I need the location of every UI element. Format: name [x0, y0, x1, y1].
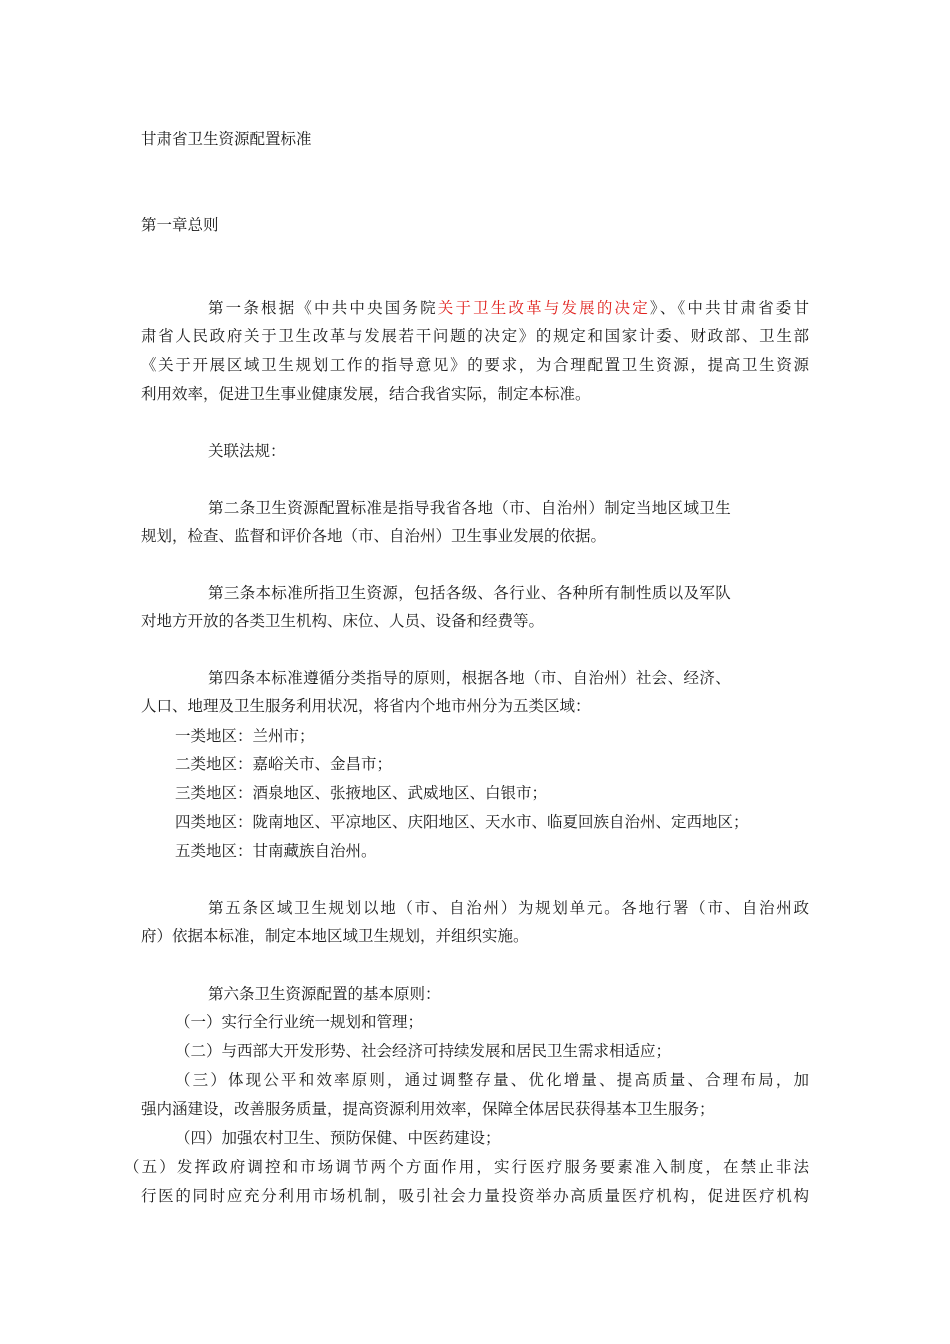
article-4-line-1: 第四条本标准遵循分类指导的原则，根据各地（市、自治州）社会、经济、 [208, 669, 732, 687]
principle-3-line-1: （三）体现公平和效率原则，通过调整存量、优化增量、提高质量、合理布局，加 [175, 1071, 809, 1089]
article-2-line-1: 第二条卫生资源配置标准是指导我省各地（市、自治州）制定当地区域卫生 [208, 499, 732, 517]
article-1-line-1 [208, 294, 809, 323]
region-item-3: 三类地区：酒泉地区、张掖地区、武威地区、白银市； [175, 784, 548, 802]
region-item-2: 二类地区：嘉峪关市、金昌市； [175, 755, 393, 773]
decision-link[interactable]: 关于卫生改革与发展的决定 [437, 299, 650, 317]
principle-1: （一）实行全行业统一规划和管理； [175, 1013, 424, 1031]
document-title: 甘肃省卫生资源配置标准 [141, 130, 312, 148]
article-6-line-1: 第六条卫生资源配置的基本原则： [208, 985, 441, 1003]
article-3-line-2: 对地方开放的各类卫生机构、床位、人员、设备和经费等。 [141, 612, 545, 630]
article-5-line-1: 第五条区域卫生规划以地（市、自治州）为规划单元。各地行署（市、自治州政 [208, 899, 809, 917]
region-item-4: 四类地区：陇南地区、平凉地区、庆阳地区、天水市、临夏回族自治州、定西地区； [175, 813, 749, 831]
article-1-text-b: 》、《中共甘肃省委甘 [649, 299, 809, 317]
article-2-line-2: 规划，检查、监督和评价各地（市、自治州）卫生事业发展的依据。 [141, 527, 607, 545]
principle-5-line-2: 行医的同时应充分利用市场机制，吸引社会力量投资举办高质量医疗机构，促进医疗机构 [141, 1187, 809, 1205]
region-item-1: 一类地区：兰州市； [175, 727, 315, 745]
article-1-line-2: 肃省人民政府关于卫生改革与发展若干问题的决定》的规定和国家计委、财政部、卫生部 [141, 327, 809, 345]
region-item-5: 五类地区：甘南藏族自治州。 [175, 842, 377, 860]
article-1-text-a: 第一条根据《中共中央国务院 [208, 299, 438, 317]
article-1-line-3: 《关于开展区域卫生规划工作的指导意见》的要求，为合理配置卫生资源，提高卫生资源 [141, 356, 809, 374]
principle-4: （四）加强农村卫生、预防保健、中医药建设； [175, 1129, 501, 1147]
principle-3-line-2: 强内涵建设，改善服务质量，提高资源利用效率，保障全体居民获得基本卫生服务； [141, 1100, 715, 1118]
related-regulations-label: 关联法规： [208, 442, 286, 460]
article-1-line-4: 利用效率，促进卫生事业健康发展，结合我省实际，制定本标准。 [141, 385, 591, 403]
principle-5-line-1: （五）发挥政府调控和市场调节两个方面作用，实行医疗服务要素准入制度，在禁止非法 [124, 1158, 809, 1176]
principle-2: （二）与西部大开发形势、社会经济可持续发展和居民卫生需求相适应； [175, 1042, 672, 1060]
chapter-heading: 第一章总则 [141, 216, 219, 234]
article-3-line-1: 第三条本标准所指卫生资源，包括各级、各行业、各种所有制性质以及军队 [208, 584, 732, 602]
article-4-line-2: 人口、地理及卫生服务利用状况，将省内个地市州分为五类区域： [141, 697, 591, 715]
article-5-line-2: 府）依据本标准，制定本地区域卫生规划，并组织实施。 [141, 927, 529, 945]
